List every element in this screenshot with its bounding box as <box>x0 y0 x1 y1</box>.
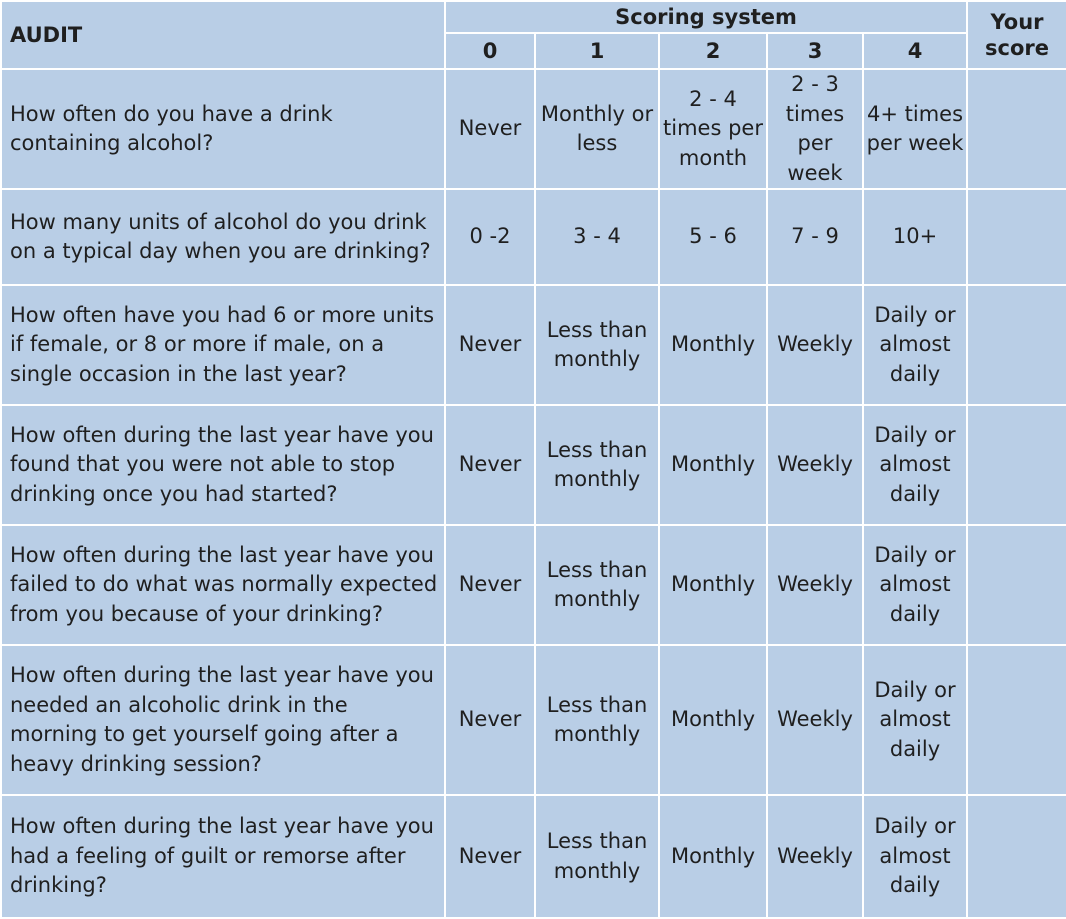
answer-cell-4: Daily or almost daily <box>863 645 967 795</box>
question-cell: How often have you had 6 or more units if female, or 8 or more if male, on a single occasion in the last year? <box>1 285 445 405</box>
table-row <box>1 189 1066 285</box>
answer-cell-0: Never <box>445 69 535 189</box>
answer-cell-3: Weekly <box>767 405 863 525</box>
your-score-cell[interactable] <box>967 285 1066 405</box>
answer-cell-1: Monthly or less <box>535 69 659 189</box>
score-column-1: 1 <box>535 33 659 69</box>
your-score-cell[interactable] <box>967 189 1066 285</box>
answer-cell-0: Never <box>445 645 535 795</box>
answer-cell-1: Less than monthly <box>535 525 659 645</box>
your-score-cell[interactable] <box>967 525 1066 645</box>
answer-cell-4: Daily or almost daily <box>863 525 967 645</box>
answer-cell-0: Never <box>445 405 535 525</box>
answer-cell-1: Less than monthly <box>535 285 659 405</box>
score-column-3: 3 <box>767 33 863 69</box>
answer-cell-1: Less than monthly <box>535 645 659 795</box>
header-row-top <box>1 1 1066 33</box>
question-cell: How often during the last year have you found that you were not able to stop drinking once you had started? <box>1 405 445 525</box>
answer-cell-0: Never <box>445 795 535 918</box>
audit-title: AUDIT <box>1 1 445 69</box>
question-cell: How often during the last year have you needed an alcoholic drink in the morning to get yourself going after a heavy drinking session? <box>1 645 445 795</box>
answer-cell-2: Monthly <box>659 645 767 795</box>
question-cell: How often do you have a drink containing alcohol? <box>1 69 445 189</box>
your-score-label: Your score <box>967 1 1066 69</box>
answer-cell-2: 2 - 4 times per month <box>659 69 767 189</box>
answer-cell-4: Daily or almost daily <box>863 795 967 918</box>
answer-cell-3: 7 - 9 <box>767 189 863 285</box>
answer-cell-4: 10+ <box>863 189 967 285</box>
answer-cell-4: 4+ times per week <box>863 69 967 189</box>
table-row <box>1 69 1066 189</box>
answer-cell-2: Monthly <box>659 285 767 405</box>
answer-cell-1: 3 - 4 <box>535 189 659 285</box>
table-row <box>1 645 1066 795</box>
answer-cell-3: Weekly <box>767 795 863 918</box>
answer-cell-4: Daily or almost daily <box>863 405 967 525</box>
your-score-cell[interactable] <box>967 405 1066 525</box>
table-row <box>1 525 1066 645</box>
score-column-0: 0 <box>445 33 535 69</box>
answer-cell-2: 5 - 6 <box>659 189 767 285</box>
answer-cell-2: Monthly <box>659 795 767 918</box>
question-cell: How often during the last year have you had a feeling of guilt or remorse after drinking? <box>1 795 445 918</box>
answer-cell-4: Daily or almost daily <box>863 285 967 405</box>
score-column-2: 2 <box>659 33 767 69</box>
answer-cell-3: 2 - 3 times per week <box>767 69 863 189</box>
answer-cell-1: Less than monthly <box>535 405 659 525</box>
table-row <box>1 285 1066 405</box>
answer-cell-0: Never <box>445 285 535 405</box>
score-column-4: 4 <box>863 33 967 69</box>
question-cell: How many units of alcohol do you drink on a typical day when you are drinking? <box>1 189 445 285</box>
scoring-system-label: Scoring system <box>445 1 967 33</box>
answer-cell-3: Weekly <box>767 285 863 405</box>
table-row <box>1 405 1066 525</box>
your-score-cell[interactable] <box>967 645 1066 795</box>
answer-cell-0: Never <box>445 525 535 645</box>
question-cell: How often during the last year have you failed to do what was normally expected from you because of your drinking? <box>1 525 445 645</box>
answer-cell-2: Monthly <box>659 405 767 525</box>
answer-cell-2: Monthly <box>659 525 767 645</box>
your-score-cell[interactable] <box>967 69 1066 189</box>
answer-cell-1: Less than monthly <box>535 795 659 918</box>
answer-cell-0: 0 -2 <box>445 189 535 285</box>
answer-cell-3: Weekly <box>767 645 863 795</box>
table-row <box>1 795 1066 918</box>
your-score-cell[interactable] <box>967 795 1066 918</box>
answer-cell-3: Weekly <box>767 525 863 645</box>
